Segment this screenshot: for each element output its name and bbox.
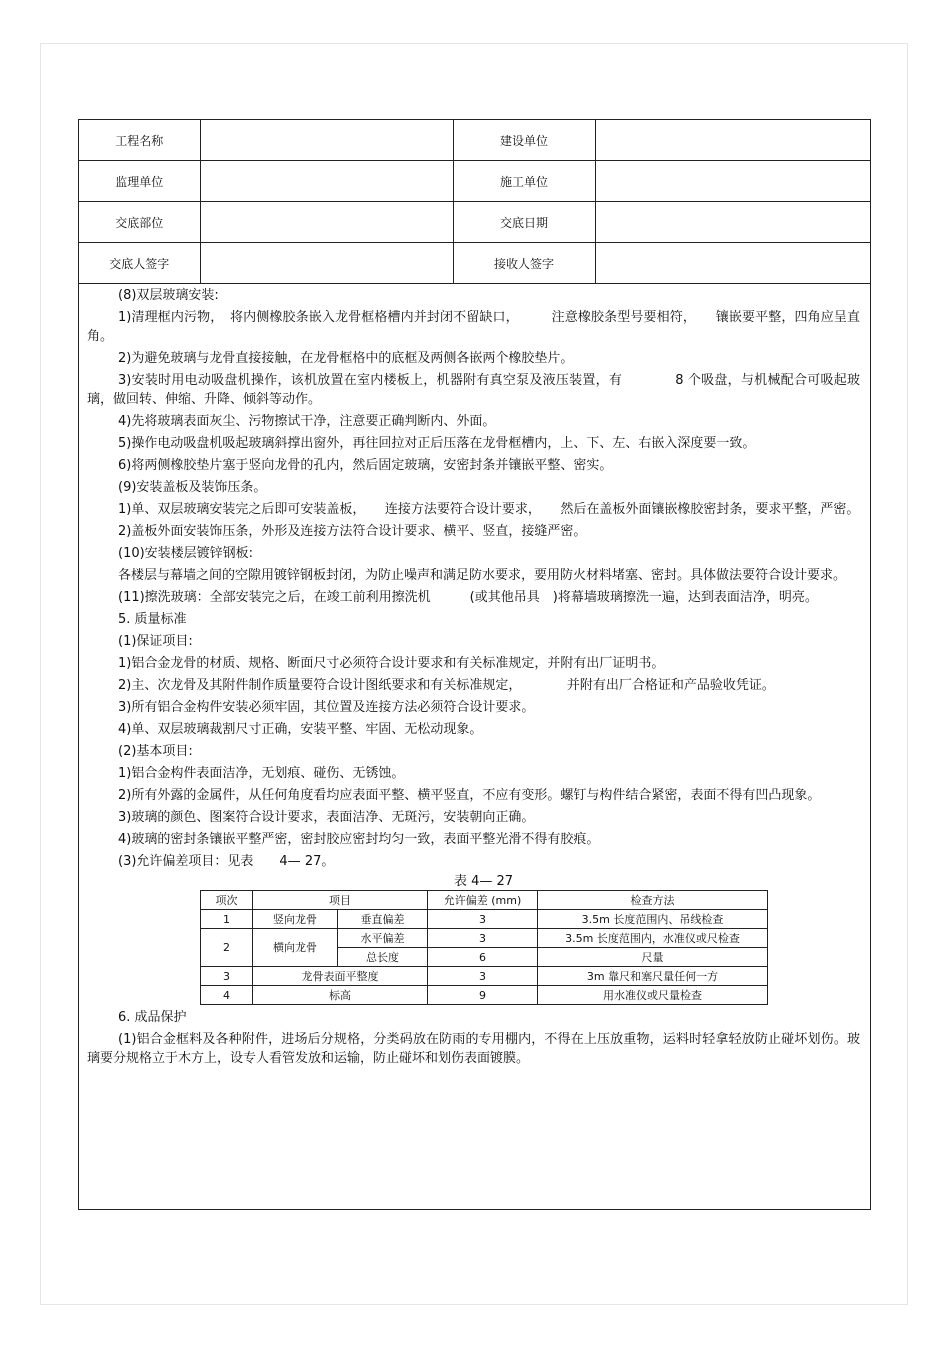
paragraph: (1)保证项目:	[118, 634, 193, 649]
col-header-tolerance: 允许偏差 (mm)	[428, 891, 538, 910]
cell: 3m 靠尺和塞尺量任何一方	[538, 967, 768, 986]
paragraph: (3)允许偏差项目：见表 4— 27。	[118, 854, 335, 869]
label-disclosure-part: 交底部位	[79, 202, 200, 243]
value-disclosure-part	[200, 202, 453, 243]
col-header-item: 项目	[253, 891, 428, 910]
table-caption: 表 4— 27	[453, 874, 514, 889]
cell: 3	[428, 967, 538, 986]
paragraph: 1)铝合金龙骨的材质、规格、断面尺寸必须符合设计要求和有关标准规定，并附有出厂证明书。	[118, 656, 665, 671]
value-construction-unit	[595, 120, 870, 161]
col-header-index: 项次	[201, 891, 253, 910]
value-disclosure-date	[595, 202, 870, 243]
header-row	[79, 202, 870, 243]
cell: 龙骨表面平整度	[253, 967, 428, 986]
section-heading: 5. 质量标准	[118, 612, 187, 627]
paragraph: 1)铝合金构件表面洁净，无划痕、碰伤、无锈蚀。	[118, 766, 405, 781]
paragraph: 3)所有铝合金构件安装必须牢固，其位置及连接方法必须符合设计要求。	[118, 700, 535, 715]
table-row	[201, 929, 768, 948]
value-discloser-signature	[200, 243, 453, 284]
cell: 1	[201, 910, 253, 929]
value-project-name	[200, 120, 453, 161]
paragraph: (9)安装盖板及装饰压条。	[118, 480, 267, 495]
paragraph: 4)先将玻璃表面灰尘、污物擦试干净，注意要正确判断内、外面。	[118, 414, 496, 429]
paragraph: 3)安装时用电动吸盘机操作，该机放置在室内楼板上，机器附有真空泵及液压装置，有 8 个吸盘，与机械配合可吸起玻璃，做回转、伸缩、升降、倾斜等动作。	[87, 373, 860, 407]
paragraph: 5)操作电动吸盘机吸起玻璃斜撑出窗外，再往回拉对正后压落在龙骨框槽内，上、下、左、右嵌入深度要一致。	[118, 436, 756, 451]
disclosure-document	[78, 119, 871, 1210]
label-discloser-signature: 交底人签字	[79, 243, 200, 284]
col-header-method: 检查方法	[538, 891, 768, 910]
paragraph: 2)所有外露的金属件，从任何角度看均应表面平整、横平竖直，不应有变形。螺钉与构件结合紧密，表面不得有凹凸现象。	[118, 788, 821, 803]
section-heading: 6. 成品保护	[118, 1010, 187, 1025]
cell: 用水准仪或尺量检查	[538, 986, 768, 1005]
paragraph: (10)安装楼层镀锌钢板:	[118, 546, 254, 561]
table-row	[201, 986, 768, 1005]
label-supervision-unit: 监理单位	[79, 161, 200, 202]
header-row	[79, 161, 870, 202]
header-row	[79, 243, 870, 284]
cell: 尺量	[538, 948, 768, 967]
cell: 3	[428, 929, 538, 948]
cell: 3.5m 长度范围内、吊线检查	[538, 910, 768, 929]
cell: 垂直偏差	[338, 910, 428, 929]
header-table	[79, 120, 870, 284]
deviation-table	[200, 890, 768, 1005]
cell: 总长度	[338, 948, 428, 967]
cell: 标高	[253, 986, 428, 1005]
value-builder-unit	[595, 161, 870, 202]
paragraph: (1)铝合金框料及各种附件，进场后分规格，分类码放在防雨的专用棚内，不得在上压放重物，运料时轻拿轻放防止碰坏划伤。玻璃要分规格立于木方上，设专人看管发放和运输，防止碰坏和划伤表面镀膜。	[87, 1032, 860, 1066]
paragraph: 3)玻璃的颜色、图案符合设计要求，表面洁净、无斑污，安装朝向正确。	[118, 810, 535, 825]
label-project-name: 工程名称	[79, 120, 200, 161]
cell: 9	[428, 986, 538, 1005]
value-receiver-signature	[595, 243, 870, 284]
label-builder-unit: 施工单位	[453, 161, 595, 202]
paragraph: 1)单、双层玻璃安装完之后即可安装盖板， 连接方法要符合设计要求， 然后在盖板外面镶嵌橡胶密封条，要求平整，严密。	[118, 502, 860, 517]
paragraph: (2)基本项目:	[118, 744, 193, 759]
paragraph: 4)单、双层玻璃裁割尺寸正确，安装平整、牢固、无松动现象。	[118, 722, 483, 737]
label-receiver-signature: 接收人签字	[453, 243, 595, 284]
paragraph: 2)为避免玻璃与龙骨直接接触，在龙骨框格中的底框及两侧各嵌两个橡胶垫片。	[118, 351, 574, 366]
cell: 2	[201, 929, 253, 967]
paragraph: 2)主、次龙骨及其附件制作质量要符合设计图纸要求和有关标准规定， 并附有出厂合格证和产品验收凭证。	[118, 678, 775, 693]
cell: 3.5m 长度范围内，水准仪或尺检查	[538, 929, 768, 948]
paragraph: (8)双层玻璃安装:	[118, 288, 219, 303]
header-row	[79, 120, 870, 161]
cell: 横向龙骨	[253, 929, 338, 967]
table-row	[201, 967, 768, 986]
value-supervision-unit	[200, 161, 453, 202]
paragraph: 各楼层与幕墙之间的空隙用镀锌钢板封闭，为防止噪声和满足防水要求，要用防火材料堵塞、密封。具体做法要符合设计要求。	[118, 568, 847, 583]
table-header-row	[201, 891, 768, 910]
paragraph: 1)清理框内污物， 将内侧橡胶条嵌入龙骨框格槽内并封闭不留缺口， 注意橡胶条型号要相符， 镶嵌要平整，四角应呈直角。	[87, 310, 860, 344]
paragraph: (11)擦洗玻璃：全部安装完之后，在竣工前利用擦洗机 (或其他吊具 )将幕墙玻璃擦洗一遍，达到表面洁净，明亮。	[118, 590, 818, 605]
table-row	[201, 910, 768, 929]
paragraph: 4)玻璃的密封条镶嵌平整严密，密封胶应密封均匀一致，表面平整光滑不得有胶痕。	[118, 832, 600, 847]
label-construction-unit: 建设单位	[453, 120, 595, 161]
paragraph: 2)盖板外面安装饰压条，外形及连接方法符合设计要求、横平、竖直，接缝严密。	[118, 524, 587, 539]
cell: 3	[428, 910, 538, 929]
cell: 水平偏差	[338, 929, 428, 948]
cell: 4	[201, 986, 253, 1005]
cell: 6	[428, 948, 538, 967]
paragraph: 6)将两侧橡胶垫片塞于竖向龙骨的孔内，然后固定玻璃，安密封条并镶嵌平整、密实。	[118, 458, 613, 473]
label-disclosure-date: 交底日期	[453, 202, 595, 243]
document-body	[79, 284, 870, 1068]
cell: 竖向龙骨	[253, 910, 338, 929]
cell: 3	[201, 967, 253, 986]
